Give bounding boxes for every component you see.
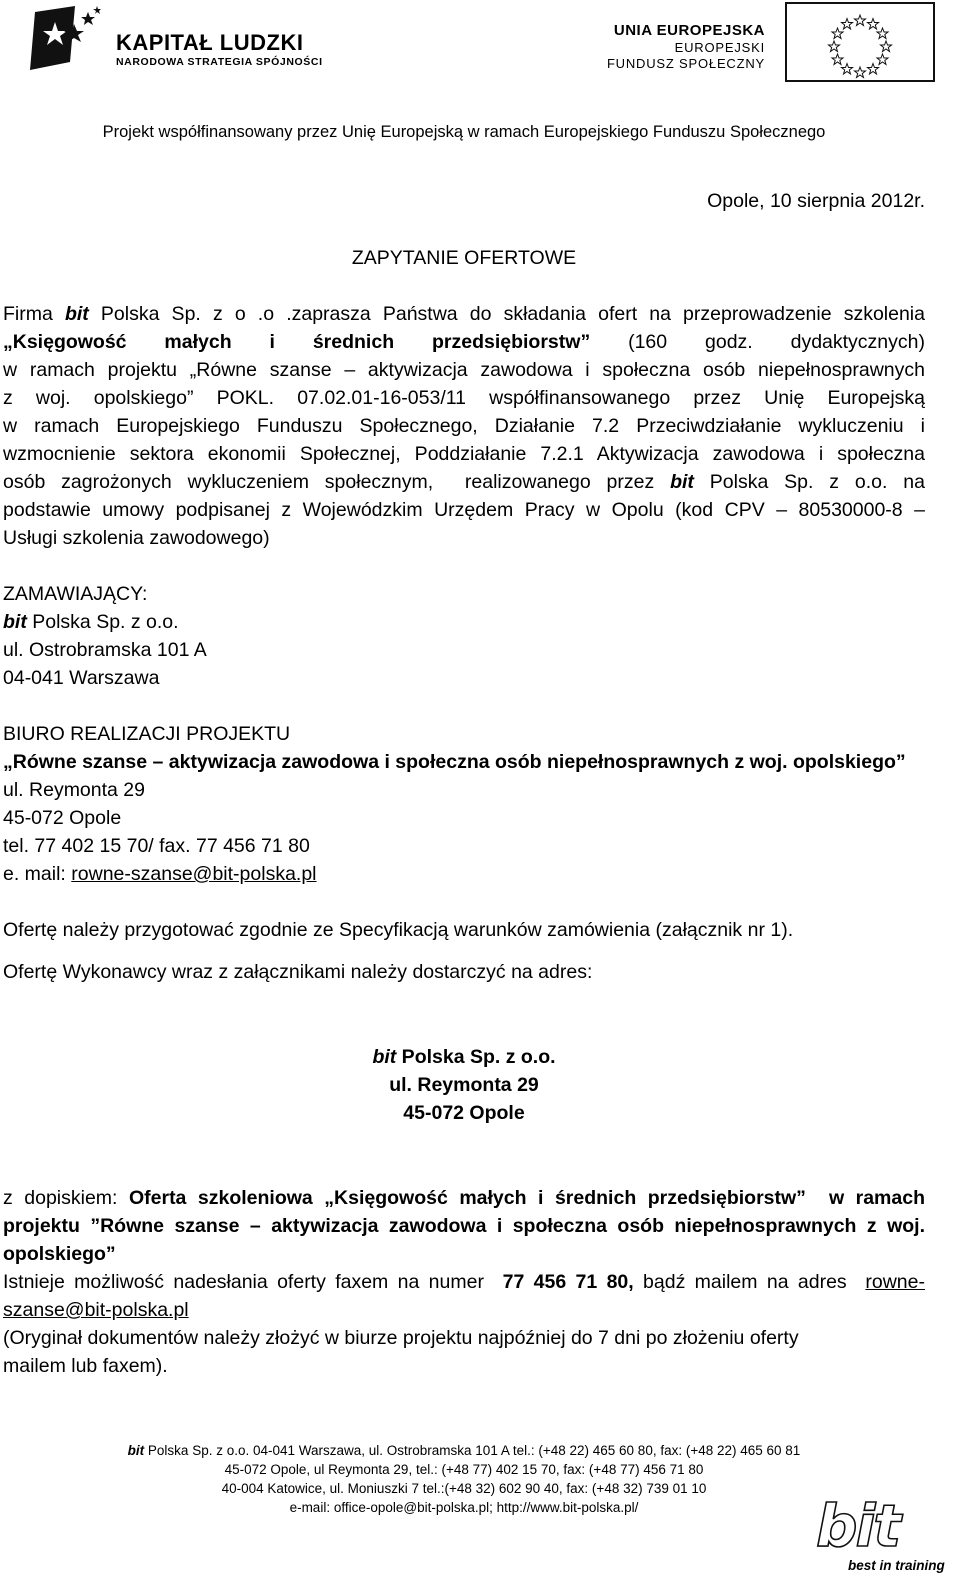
delivery-company [0, 1043, 928, 1071]
footer-line: e-mail: office-opole@bit-polska.pl; http://www.bit-polska.pl/ [289, 1500, 639, 1515]
office-street: ul. Reymonta 29 [3, 779, 145, 801]
training-name: „Księgowość małych i średnich przedsiębiorstw” [3, 331, 591, 353]
intro-line: wzmocnienie sektora ekonomii Społecznej, Poddziałanie 7.2.1 Aktywizacja zawodowa i społeczna [3, 443, 925, 465]
annotation-line [3, 1268, 925, 1296]
delivery-city: 45-072 Opole [403, 1102, 525, 1124]
email-link[interactable]: rowne-szanse@bit-polska.pl [71, 863, 317, 885]
intro-text: Firma [3, 303, 65, 325]
intro-line: z woj. opolskiego” POKL. 07.02.01-16-053/11 współfinansowanego przez Unię Europejską [3, 387, 925, 409]
office-phone: tel. 77 402 15 70/ fax. 77 456 71 80 [3, 835, 310, 857]
footer-text: Polska Sp. z o.o. 04-041 Warszawa, ul. Ostrobramska 101 A tel.: (+48 22) 465 60 80, fax: (+48 22) 465 60 81 [144, 1443, 801, 1458]
office-city: 45-072 Opole [3, 807, 122, 829]
annotation-line: (Oryginał dokumentów należy złożyć w biurze projektu najpóźniej do 7 dni po złożeniu oferty [3, 1327, 799, 1349]
bit-logo-mark: bit [816, 1492, 900, 1560]
intro-line [3, 328, 925, 356]
email-prefix: e. mail: [3, 863, 72, 885]
bit-brand: bit [64, 303, 89, 325]
annotation-bold: Oferta szkoleniowa „Księgowość małych i średnich przedsiębiorstw” [128, 1187, 806, 1209]
annotation-text: z dopiskiem: [3, 1187, 129, 1209]
eu-logo-line3: FUNDUSZ SPOŁECZNY [606, 56, 765, 71]
spec-note: Ofertę należy przygotować zgodnie ze Specyfikacją warunków zamówienia (załącznik nr 1). [3, 919, 794, 941]
bit-brand: bit [127, 1443, 145, 1458]
office-project-name: „Równe szanse – aktywizacja zawodowa i społeczna osób niepełnosprawnych z woj. opolskiego” [3, 751, 906, 773]
annotation-text: Istnieje możliwość nadesłania oferty faxem na numer [3, 1271, 503, 1293]
intro-line: w ramach Europejskiego Funduszu Społecznego, Działanie 7.2 Przeciwdziałanie wykluczeniu i [3, 415, 925, 437]
intro-text: Polska Sp. z o .o .zaprasza Państwa do składania ofert na przeprowadzenie szkolenia [88, 303, 925, 325]
eu-flag-icon [785, 2, 935, 82]
bit-logo-tagline: best in training [848, 1558, 945, 1573]
kapital-ludzki-emblem-icon [30, 4, 110, 74]
intro-line: w ramach projektu „Równe szanse – aktywizacja zawodowa i społeczna osób niepełnosprawnych [3, 359, 925, 381]
ordering-label: ZAMAWIAJĄCY: [3, 583, 148, 605]
annotation-line: projektu ”Równe szanse – aktywizacja zawodowa i społeczna osób niepełnosprawnych z woj. [3, 1215, 925, 1237]
intro-line: podstawie umowy podpisanej z Wojewódzkim Urzędem Pracy w Opolu (kod CPV – 80530000-8 – [3, 499, 925, 521]
ordering-city: 04-041 Warszawa [3, 667, 160, 689]
intro-text: osób zagrożonych wykluczeniem społecznym, realizowanego przez [3, 471, 671, 493]
bit-brand: bit [670, 471, 694, 493]
annotation-text: bądź mailem na adres [633, 1271, 866, 1293]
document-title: ZAPYTANIE OFERTOWE [351, 247, 577, 269]
office-label: BIURO REALIZACJI PROJEKTU [3, 723, 291, 745]
footer-line: 40-004 Katowice, ul. Moniuszki 7 tel.:(+48 32) 602 90 40, fax: (+48 32) 739 01 10 [221, 1481, 707, 1496]
kapital-ludzki-title: KAPITAŁ LUDZKI [116, 30, 304, 55]
annotation-line: mailem lub faxem). [3, 1355, 168, 1377]
ordering-street: ul. Ostrobramska 101 A [3, 639, 207, 661]
eu-logo [590, 2, 935, 82]
kapital-ludzki-logo [30, 4, 350, 74]
eu-logo-line1: UNIA EUROPEJSKA [613, 22, 765, 39]
company-name: Polska Sp. z o.o. [26, 611, 179, 633]
document-date: Opole, 10 sierpnia 2012r. [707, 190, 925, 212]
footer-line: 45-072 Opole, ul Reymonta 29, tel.: (+48 77) 402 15 70, fax: (+48 77) 456 71 80 [224, 1462, 704, 1477]
delivery-street: ul. Reymonta 29 [389, 1074, 539, 1096]
delivery-note: Ofertę Wykonawcy wraz z załącznikami należy dostarczyć na adres: [3, 961, 593, 983]
office-email-line [3, 860, 317, 888]
intro-line [3, 300, 925, 328]
cofinance-note: Projekt współfinansowany przez Unię Europejską w ramach Europejskiego Funduszu Społecznego [102, 123, 826, 141]
intro-text: Polska Sp. z o.o. na [693, 471, 925, 493]
email-link[interactable]: rowne- [865, 1271, 925, 1293]
bit-brand: bit [372, 1046, 397, 1068]
footer-line [0, 1442, 928, 1461]
company-name: Polska Sp. z o.o. [396, 1046, 556, 1068]
kapital-ludzki-subtitle: NARODOWA STRATEGIA SPÓJNOŚCI [116, 56, 323, 68]
bit-logo [812, 1492, 957, 1576]
intro-line: Usługi szkolenia zawodowego) [3, 527, 270, 549]
annotation-line: opolskiego” [3, 1243, 116, 1265]
ordering-company [3, 608, 179, 636]
annotation-bold: w ramach [805, 1187, 925, 1209]
fax-number: 77 456 71 80, [502, 1271, 634, 1293]
intro-text: (160 godz. dydaktycznych) [590, 331, 925, 353]
email-link[interactable]: szanse@bit-polska.pl [3, 1299, 189, 1321]
annotation-line [3, 1184, 925, 1212]
intro-line [3, 468, 925, 496]
eu-logo-line2: EUROPEJSKI [674, 40, 765, 55]
bit-brand: bit [3, 611, 27, 633]
